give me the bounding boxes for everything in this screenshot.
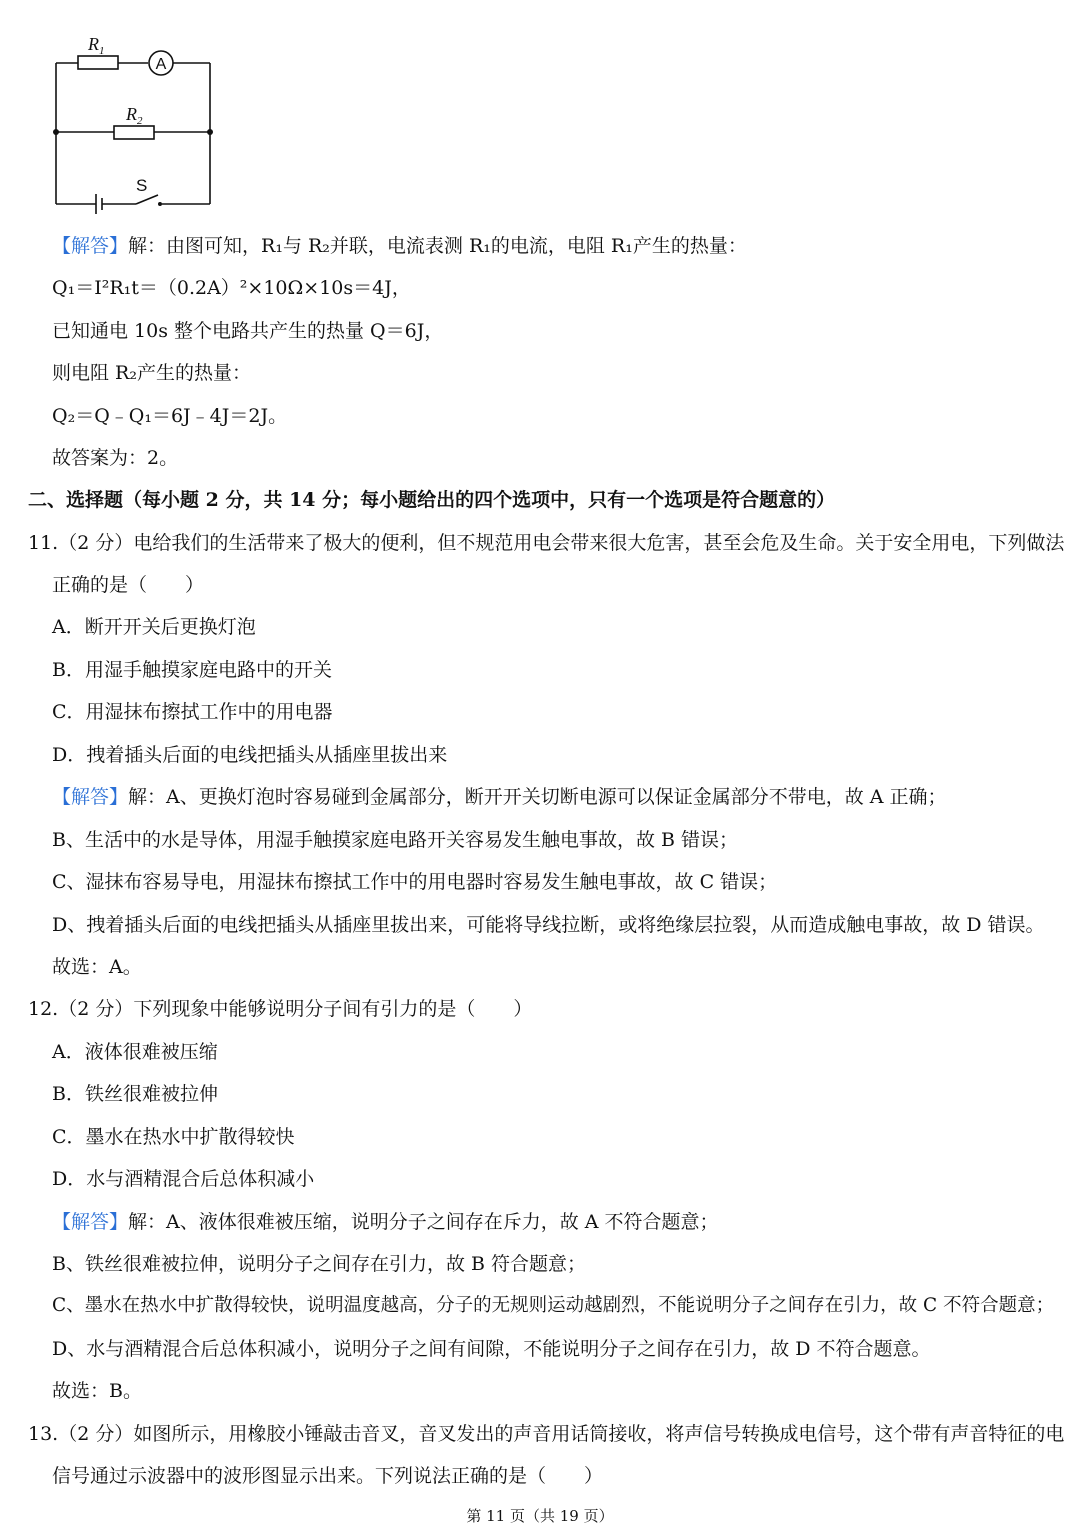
answer-tag: 【解答】 [52,235,129,257]
q12-answer-line-1: 【解答】解：A、液体很难被压缩，说明分子之间存在斥力，故 A 不符合题意； [52,1211,719,1233]
r2-label: $R_2$ [126,104,143,127]
q11-option-a: A．断开开关后更换灯泡 [52,616,256,638]
q12-stem-line-1: 12.（2 分）下列现象中能够说明分子间有引力的是（ ） [28,998,533,1020]
q10-answer-line-6: 故答案为：2。 [52,447,179,469]
q12-answer-line-5: 故选：B。 [52,1380,142,1402]
ammeter-label: A [155,56,167,73]
q11-option-c: C．用湿抹布擦拭工作中的用电器 [52,701,333,723]
q12-answer-line-4: D、水与酒精混合后总体积减小，说明分子之间有间隙，不能说明分子之间存在引力，故 D 不符合题意。 [52,1338,931,1360]
r1-label: $R_1$ [88,34,105,57]
q13-stem-line-2: 信号通过示波器中的波形图显示出来。下列说法正确的是（ ） [52,1465,604,1487]
q12-answer-line-3: C、墨水在热水中扩散得较快，说明温度越高，分子的无规则运动越剧烈，不能说明分子之间存在引力，故 C 不符合题意； [52,1295,1055,1316]
junction-dot-right [207,129,213,135]
q11-stem-line-1: 11.（2 分）电给我们的生活带来了极大的便利，但不规范用电会带来很大危害，甚至会危及生命。关于安全用电，下列做法 [28,532,1065,554]
circuit-diagram [40,26,225,221]
switch-label: S [136,176,148,195]
q10-answer-line-5: Q₂＝Q﹣Q₁＝6J﹣4J＝2J。 [52,405,288,427]
q10-answer-line-2: Q₁＝I²R₁t＝（0.2A）²×10Ω×10s＝4J， [52,277,411,299]
q12-answer-line-2: B、铁丝很难被拉伸，说明分子之间存在引力，故 B 符合题意； [52,1253,587,1275]
answer-tag: 【解答】 [52,786,129,808]
q12-option-c: C．墨水在热水中扩散得较快 [52,1126,295,1148]
q11-answer-line-3: C、湿抹布容易导电，用湿抹布擦拭工作中的用电器时容易发生触电事故，故 C 错误； [52,871,778,893]
q11-stem-line-2: 正确的是（ ） [52,574,205,596]
page-number-footer: 第 11 页（共 19 页） [466,1507,614,1525]
resistor-r2 [114,126,154,139]
q10-answer-line-1: 【解答】解：由图可知，R₁与 R₂并联，电流表测 R₁的电流，电阻 R₁产生的热量： [52,235,747,257]
junction-dot-left [53,129,59,135]
q11-option-d: D．拽着插头后面的电线把插头从插座里拔出来 [52,744,448,766]
q12-option-a: A．液体很难被压缩 [52,1041,218,1063]
q11-answer-line-1: 【解答】解：A、更换灯泡时容易碰到金属部分，断开开关切断电源可以保证金属部分不带电，故 A 正确； [52,786,947,808]
q13-stem-line-1: 13.（2 分）如图所示，用橡胶小锤敲击音叉，音叉发出的声音用话筒接收，将声信号转换成电信号，这个带有声音特征的电 [28,1423,1065,1445]
section-heading: 二、选择题（每小题 2 分，共 14 分；每小题给出的四个选项中，只有一个选项是符合题意的） [28,489,836,511]
resistor-r1 [78,56,118,69]
q12-option-d: D．水与酒精混合后总体积减小 [52,1168,315,1190]
q11-option-b: B．用湿手触摸家庭电路中的开关 [52,659,332,681]
q11-answer-line-2: B、生活中的水是导体，用湿手触摸家庭电路开关容易发生触电事故，故 B 错误； [52,829,739,851]
q11-answer-line-5: 故选：A。 [52,956,142,978]
switch-blade [136,195,158,204]
q11-answer-line-4: D、拽着插头后面的电线把插头从插座里拔出来，可能将导线拉断，或将绝缘层拉裂，从而造成触电事故，故 D 错误。 [52,914,1045,936]
answer-tag: 【解答】 [52,1211,129,1233]
q12-option-b: B．铁丝很难被拉伸 [52,1083,218,1105]
q10-answer-line-4: 则电阻 R₂产生的热量： [52,362,251,384]
q10-answer-line-3: 已知通电 10s 整个电路共产生的热量 Q＝6J， [52,320,444,342]
